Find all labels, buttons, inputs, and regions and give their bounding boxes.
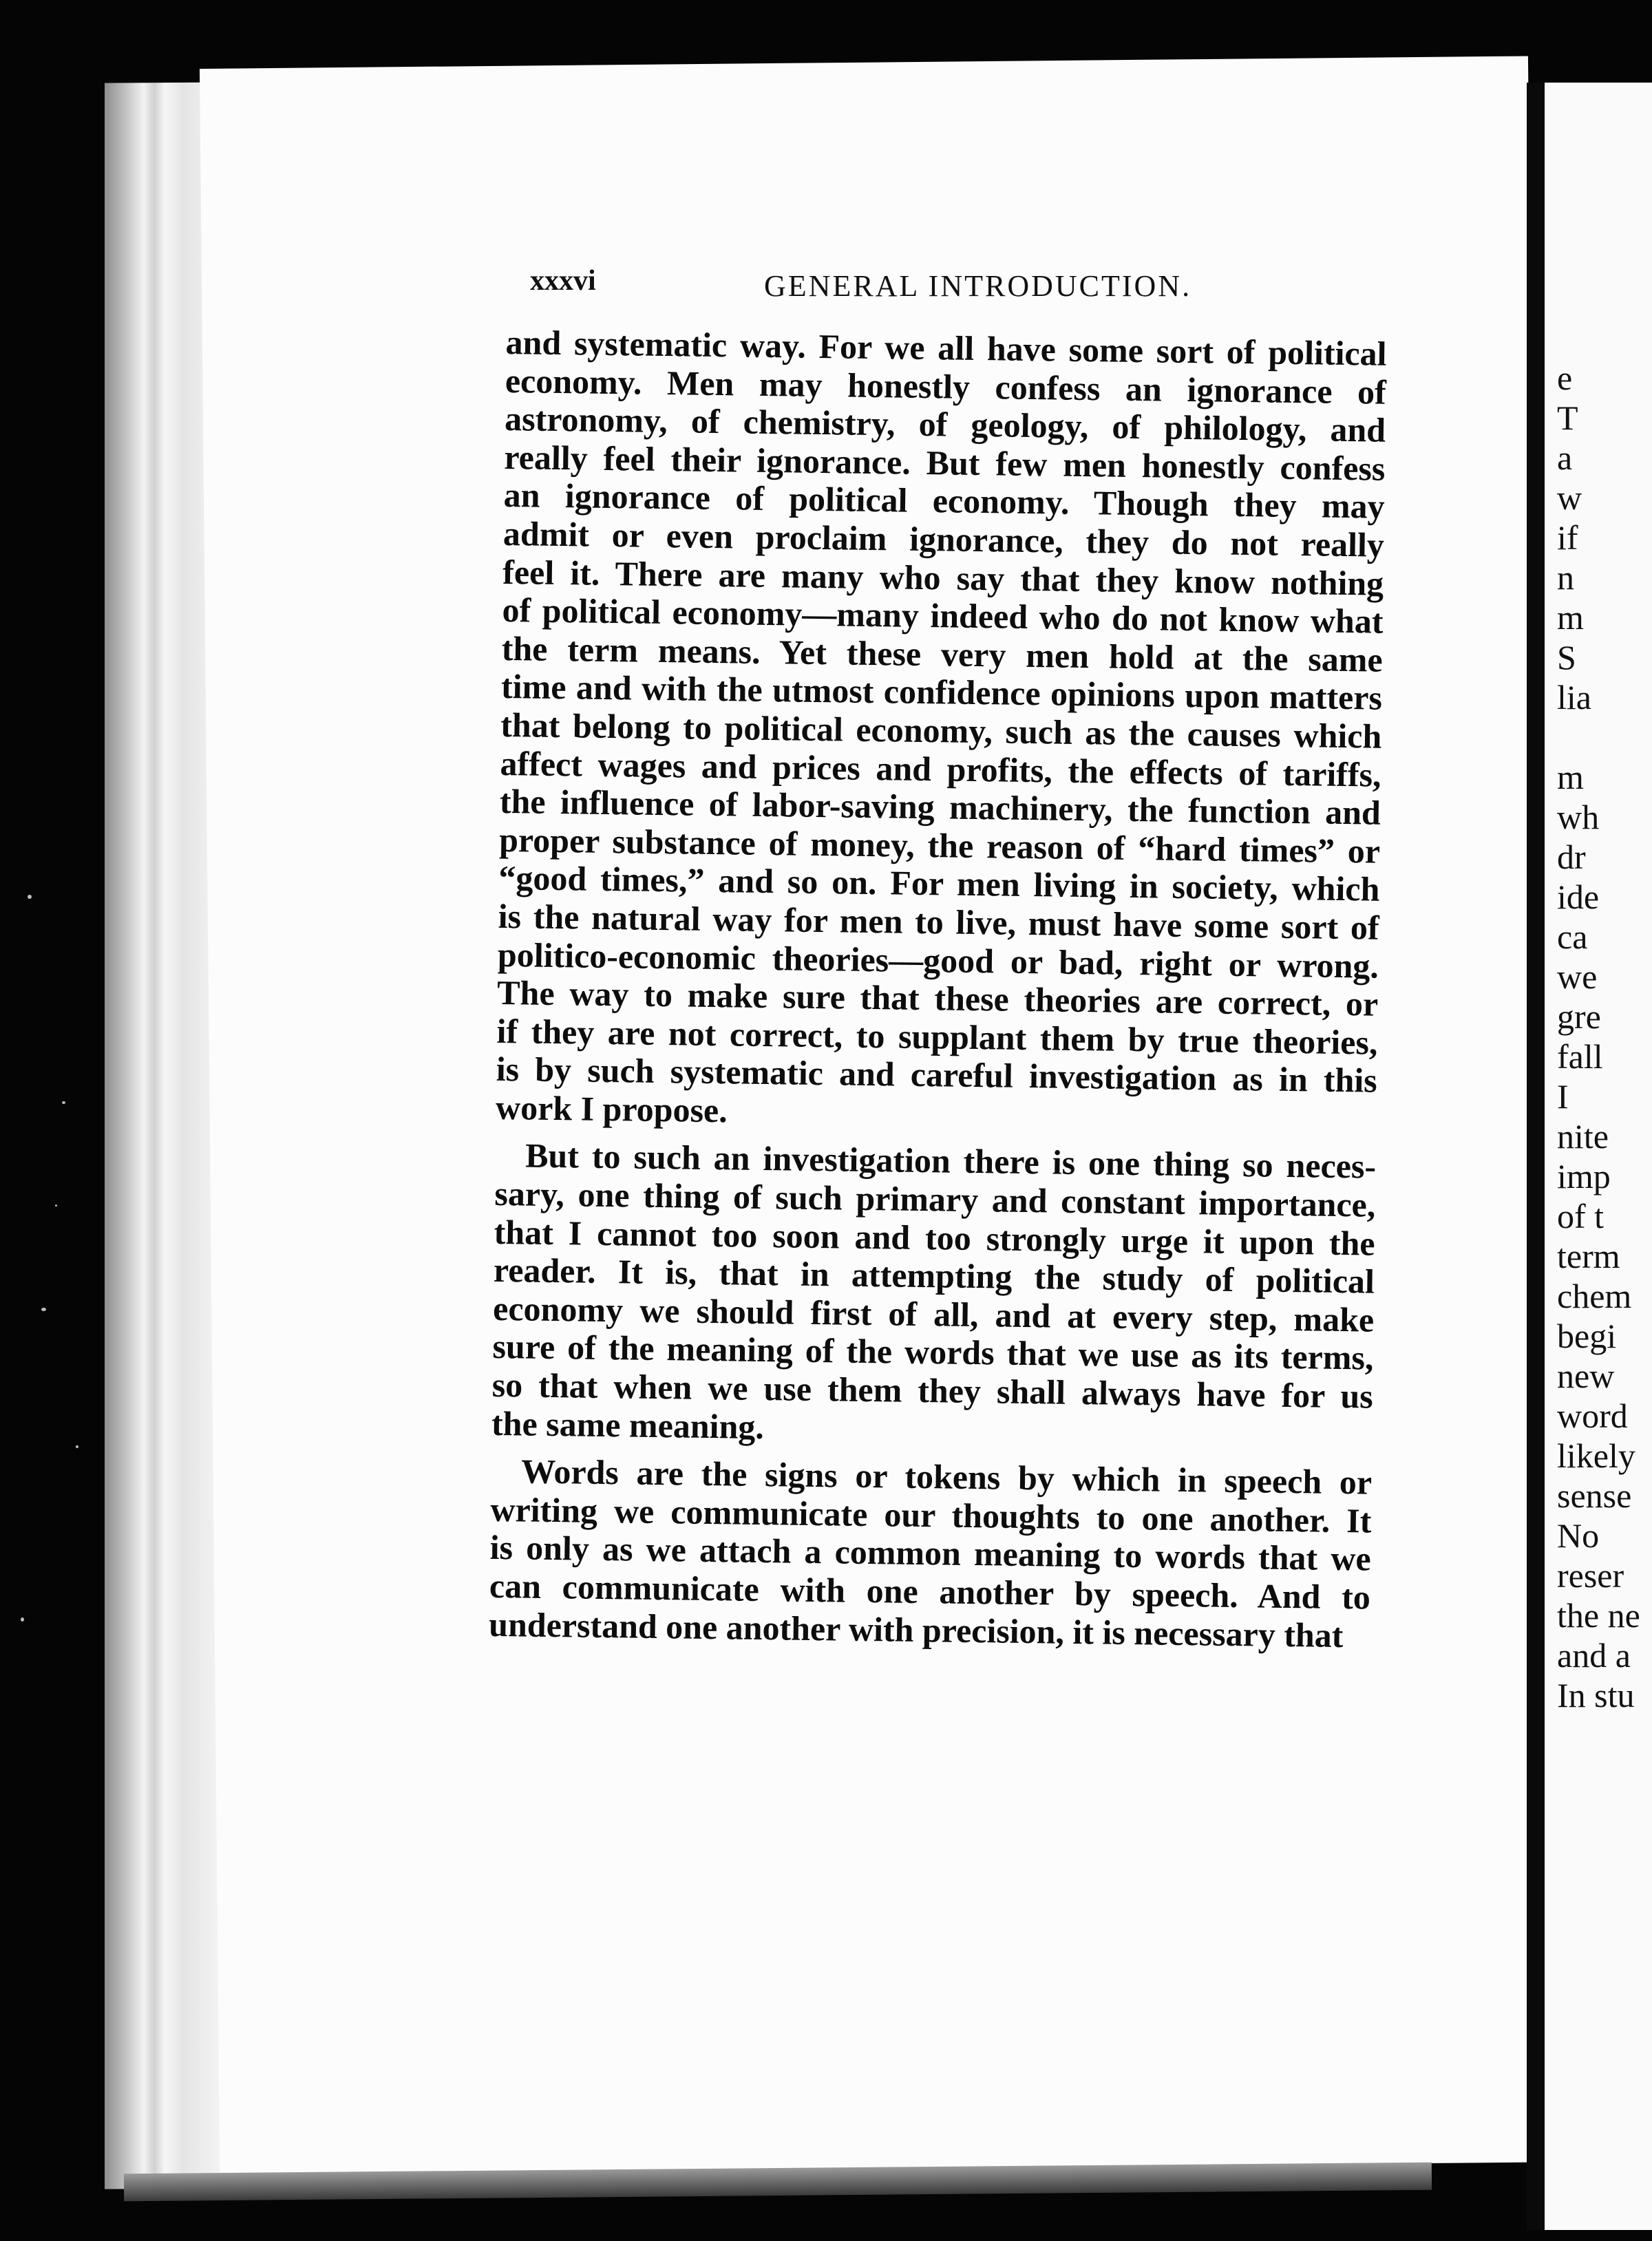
facing-page-line: term bbox=[1557, 1237, 1620, 1275]
facing-page-line: w bbox=[1557, 478, 1582, 517]
facing-page-line: begi bbox=[1557, 1317, 1617, 1355]
text-line: time and with the utmost confidence opinions upon matters bbox=[500, 667, 1383, 718]
text-line: economy. Men may honestly confess an ignorance of bbox=[505, 361, 1387, 412]
text-line: so that when we use them they shall always have for us bbox=[491, 1365, 1374, 1416]
body-text bbox=[489, 323, 1387, 1655]
facing-page-line: imp bbox=[1557, 1157, 1611, 1196]
running-head-title: GENERAL INTRODUCTION. bbox=[764, 269, 1192, 303]
text-line: if they are not correct, to supplant them by true theories, bbox=[496, 1011, 1378, 1062]
text-line: feel it. There are many who say that they know nothing bbox=[502, 552, 1384, 603]
facing-page-line: I bbox=[1557, 1077, 1569, 1116]
paragraph bbox=[489, 1452, 1373, 1655]
text-line: and systematic way. For we all have some sort of political bbox=[505, 323, 1387, 373]
facing-page-line: m bbox=[1557, 758, 1584, 796]
paragraph bbox=[491, 1136, 1377, 1454]
facing-page-line: ca bbox=[1557, 917, 1588, 956]
facing-page-line: lia bbox=[1557, 678, 1591, 716]
facing-page-line: the ne bbox=[1557, 1596, 1640, 1635]
facing-page-line: T bbox=[1557, 399, 1578, 437]
text-line: the term means. Yet these very men hold at the same bbox=[501, 628, 1384, 679]
text-line: that belong to political economy, such as the causes which bbox=[500, 705, 1382, 756]
text-line: an ignorance of political economy. Though they may bbox=[503, 476, 1385, 527]
facing-page-line: wh bbox=[1557, 798, 1600, 836]
facing-page-line: we bbox=[1557, 957, 1598, 996]
facing-page-line: likely bbox=[1557, 1436, 1635, 1475]
text-line: The way to make sure that these theories are correct, or bbox=[496, 973, 1379, 1023]
text-line: can communicate with one another by speech. And to bbox=[489, 1566, 1371, 1617]
text-line: understand one another with precision, it is necessary that bbox=[488, 1604, 1344, 1655]
facing-page-line: new bbox=[1557, 1357, 1615, 1395]
scan-speck bbox=[55, 1204, 57, 1207]
scan-speck bbox=[62, 1101, 65, 1104]
facing-page-line: reser bbox=[1557, 1556, 1624, 1595]
facing-page-line: S bbox=[1557, 638, 1576, 677]
text-line: the same meaning. bbox=[491, 1403, 765, 1446]
text-line: admit or even proclaim ignorance, they do not really bbox=[502, 513, 1385, 564]
scan-speck bbox=[28, 895, 32, 899]
facing-page-line: chem bbox=[1557, 1277, 1632, 1315]
text-line: sure of the meaning of the words that we use as its terms, bbox=[492, 1327, 1374, 1378]
facing-page-line bbox=[1557, 717, 1640, 757]
facing-page-line: gre bbox=[1557, 997, 1601, 1036]
facing-page-line: of t bbox=[1557, 1197, 1605, 1235]
paragraph bbox=[496, 323, 1387, 1138]
facing-page-line: m bbox=[1557, 598, 1584, 637]
text-line: writing we communicate our thoughts to one another. It bbox=[490, 1489, 1372, 1540]
facing-page-line: and a bbox=[1557, 1636, 1631, 1675]
text-line: Words are the signs or tokens by which in speech or bbox=[520, 1452, 1373, 1502]
facing-page-line: nite bbox=[1557, 1117, 1609, 1156]
facing-page-line: In stu bbox=[1557, 1676, 1635, 1714]
facing-page-line: sense bbox=[1557, 1476, 1632, 1515]
page-number: xxxvi bbox=[530, 265, 596, 297]
text-line: is by such systematic and careful investigation as in this bbox=[496, 1050, 1378, 1100]
text-line: that I cannot too soon and too strongly urge it upon the bbox=[494, 1212, 1375, 1263]
scan-speck bbox=[76, 1445, 78, 1448]
text-line: affect wages and prices and profits, the effects of tariffs, bbox=[500, 743, 1381, 794]
facing-page-text bbox=[1557, 358, 1640, 1715]
text-line: “good times,” and so on. For men living in society, which bbox=[498, 858, 1380, 909]
text-line: economy we should first of all, and at every step, make bbox=[492, 1288, 1375, 1339]
facing-page-line: if bbox=[1557, 518, 1578, 557]
text-line: sary, one thing of such primary and constant importance, bbox=[494, 1173, 1376, 1224]
scan-speck bbox=[21, 1617, 24, 1622]
facing-page-line: n bbox=[1557, 558, 1574, 597]
facing-page-line: ide bbox=[1557, 878, 1600, 916]
facing-page-line: word bbox=[1557, 1396, 1628, 1435]
facing-page-line: No bbox=[1557, 1516, 1600, 1555]
facing-page-line: e bbox=[1557, 359, 1573, 397]
text-line: astronomy, of chemistry, of geology, of philology, and bbox=[504, 399, 1386, 449]
text-line: reader. It is, that in attempting the study of political bbox=[493, 1251, 1375, 1301]
text-line: But to such an investigation there is one thing so neces- bbox=[525, 1136, 1377, 1187]
text-line: the influence of labor-saving machinery, the function and bbox=[499, 782, 1381, 832]
facing-page-line: a bbox=[1557, 438, 1573, 477]
facing-page-line: fall bbox=[1557, 1037, 1603, 1076]
text-line: really feel their ignorance. But few men honestly confess bbox=[504, 437, 1386, 488]
scan-speck bbox=[41, 1308, 46, 1311]
text-line: politico-economic theories—good or bad, right or wrong. bbox=[497, 935, 1379, 986]
text-line: work I propose. bbox=[495, 1087, 728, 1130]
text-line: is only as we attach a common meaning to words that we bbox=[489, 1528, 1371, 1579]
text-line: of political economy—many indeed who do not know what bbox=[502, 591, 1384, 641]
text-line: proper substance of money, the reason of “hard times” or bbox=[498, 820, 1381, 871]
text-line: is the natural way for men to live, must have some sort of bbox=[498, 896, 1379, 947]
facing-page-line: dr bbox=[1557, 838, 1586, 876]
